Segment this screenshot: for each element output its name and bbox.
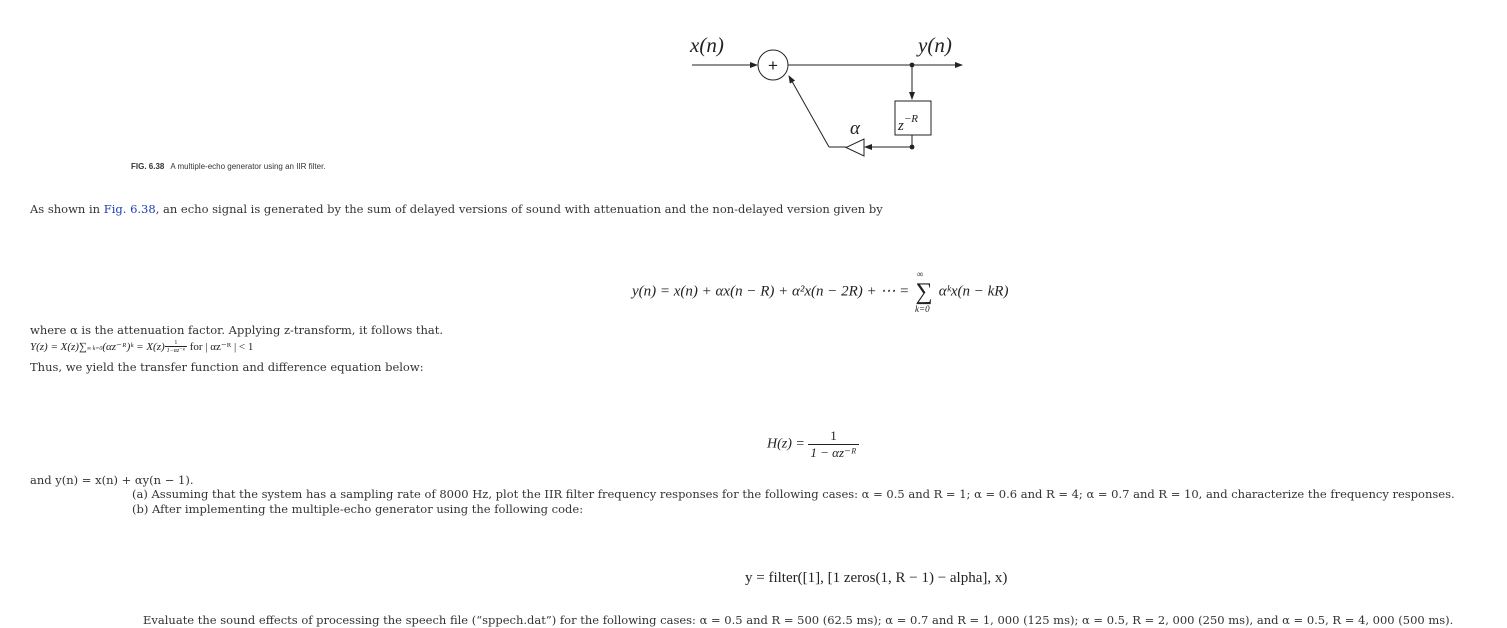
z-transform-mid: (αz⁻ᴿ)ᵏ = X(z) [102,341,165,353]
feedback-line-diagonal [789,76,829,147]
adder-symbol: + [768,56,778,75]
evaluate-text: Evaluate the sound effects of processing the speech file (“sppech.dat”) for the following cases: α = 0.5 and R = 500 (62.5 ms); α = 0.7 and R = 1, 000 (125 ms); α = 0.5, R = 2, 000 (250 ms), and α = 0.5, R = 4, 000 (500 ms). [143,613,1454,627]
intro-paragraph [30,202,883,216]
echo-sum-rhs: αᵏx(n − kR) [938,283,1009,300]
output-label: y(n) [918,33,952,57]
delay-label: $z^{-R}$ [898,113,918,134]
input-label: x(n) [690,33,724,57]
summation-symbol: ∞ ∑ k=0 [915,269,933,314]
summation-lower-limit: k=0 [915,304,930,314]
thus-text: Thus, we yield the transfer function and difference equation below: [30,360,424,374]
transfer-function-denominator: 1 − αz⁻ᴿ [810,445,857,460]
attenuation-text: where α is the attenuation factor. Applying z-transform, it follows that. [30,323,444,337]
z-transform-frac-den: 1−αz⁻ᴿ [166,348,185,355]
z-transform-fraction [165,340,187,354]
echo-sum-lhs: y(n) = x(n) + αx(n − R) + α²x(n − 2R) + ⋯ = [632,283,910,300]
figure-caption-text: A multiple-echo generator using an IIR filter. [170,162,326,171]
filter-code-equation: y = filter([1], [1 zeros(1, R − 1) − alpha], x) [745,570,1008,586]
figure-caption [131,162,326,171]
gain-label: α [850,118,860,139]
z-transform-condition: for | αz⁻ᴿ | < 1 [186,341,254,353]
transfer-function-numerator: 1 [808,428,858,445]
transfer-function-equation [767,428,859,461]
transfer-function-lhs: H(z) = [767,436,805,452]
exercise-item-a: (a) Assuming that the system has a sampling rate of 8000 Hz, plot the IIR filter frequency responses for the following cases: α = 0.5 and R = 1; α = 0.6 and R = 4; α = 0.7 and R = 10, and characterize the frequency responses. [132,487,1455,501]
z-transform-lhs: Y(z) = X(z)∑ [30,341,87,353]
intro-text-end: , an echo signal is generated by the sum of delayed versions of sound with attenuation and the non-delayed version given by [155,202,883,216]
figure-link[interactable]: Fig. 6.38 [103,202,156,216]
exercise-item-b: (b) After implementing the multiple-echo generator using the following code: [132,502,584,516]
z-transform-frac-num: 1 [165,340,187,347]
z-transform-line [30,340,253,354]
echo-sum-equation [632,269,1009,314]
transfer-function-fraction [808,428,858,461]
intro-text-start: As shown in [30,202,104,216]
summation-upper-limit: ∞ [917,269,924,279]
z-transform-sum-limits: ∞ k=0 [86,346,103,352]
difference-equation-text: and y(n) = x(n) + αy(n − 1). [30,473,194,487]
figure-caption-number: FIG. 6.38 [131,162,165,171]
echo-generator-diagram [0,0,1507,180]
gain-triangle [846,139,864,156]
